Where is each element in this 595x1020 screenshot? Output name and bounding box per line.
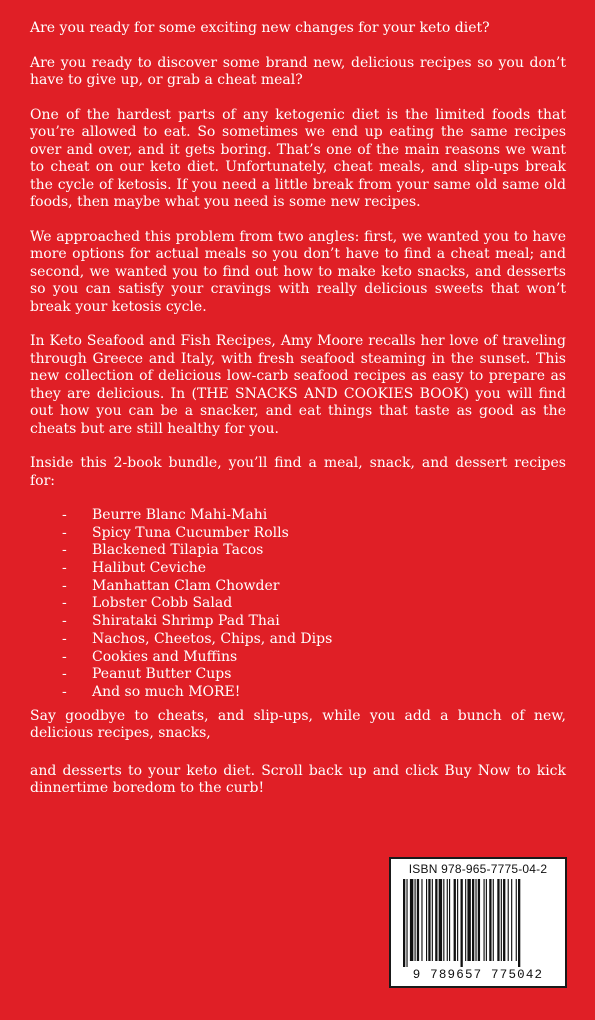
barcode-bar [516,879,517,961]
barcode-bar [421,879,422,961]
barcode-bar [465,879,466,961]
intro-question-1: Are you ready for some exciting new changes for your keto diet? [30,20,490,36]
barcode-bar [447,879,448,961]
barcode-bar [472,879,474,961]
list-item: - Manhattan Clam Chowder [62,577,280,594]
list-item: - Halibut Ceviche [62,560,207,577]
approach-paragraph: We approached this problem from two angles: first, we wanted you to have more options for actual meals so you don’t have to find a cheat meal; and second, we wanted you to find out how to make keto snacks, and desserts so you can satisfy your cravings with really delicious sweets that won’t break your ketosis cycle. [30,228,566,315]
barcode-digits: 9 789657 775042 [412,968,544,982]
recipe-list [30,507,566,702]
isbn-label: ISBN 978-965-7775-04-2 [408,862,548,876]
barcode-bar [493,879,494,961]
barcode-bar [518,879,520,967]
list-item: - Cookies and Muffins [62,648,238,665]
problem-paragraph: One of the hardest parts of any ketogenic diet is the limited foods that you’re allowed to eat. So sometimes we end up eating the same recipes over and over, and it gets boring. That’s one of the main reasons we want to cheat on our keto diet. Unfortunately, cheat meals, and slip-ups break the cycle of ketosis. If you need a little break from your same old same old foods, then maybe what you need is some new recipes. [30,106,566,210]
barcode-bar [439,879,442,961]
intro-question-2: Are you ready to discover some brand new, delicious recipes so you don’t have to give up, or grab a cheat meal? [30,54,566,88]
barcode-bar [428,879,430,961]
barcode-bar [486,879,487,961]
list-item: - Spicy Tuna Cucumber Rolls [62,524,289,541]
barcode-bar [461,879,463,967]
barcode-bar [503,879,505,961]
barcode-bar [449,879,450,961]
books-paragraph: In Keto Seafood and Fish Recipes, Amy Moore recalls her love of traveling through Greece and Italy, with fresh seafood steaming in the sunset. This new collection of delicious low-carb seafood recipes as easy to prepare as they are delicious. In (THE SNACKS AND COOKIES BOOK) you will find out how you can be a snacker, and eat things that taste as good as the cheats but are still healthy for you. [30,333,566,437]
barcode-bar [403,879,405,967]
barcode-bar [406,879,407,967]
barcode-bar [508,879,509,961]
barcode-bar [415,879,416,961]
barcode-bar [410,879,413,961]
barcode-bar [497,879,499,961]
barcode-bar [511,879,512,961]
barcode-bar [443,879,444,961]
isbn-barcode [389,857,567,988]
list-item: - Nachos, Cheetos, Chips, and Dips [62,630,333,647]
barcode-bars [403,879,553,967]
closing-line-2: and desserts to your keto diet. Scroll back up and click Buy Now to kick dinnertime boredom to the curb! [30,762,566,797]
list-item: - Blackened Tilapia Tacos [62,542,264,559]
barcode-bar [417,879,419,961]
list-item: - Lobster Cobb Salad [62,595,233,612]
bundle-intro: Inside this 2-book bundle, you’ll find a meal, snack, and dessert recipes for: [30,455,566,489]
barcode-bar [501,879,502,961]
barcode-bar [489,879,491,961]
barcode-bar [467,879,470,961]
barcode-bar [457,879,458,961]
barcode-bar [478,879,480,961]
barcode-bar [432,879,433,961]
back-cover-text [30,20,566,815]
barcode-bar [435,879,437,961]
barcode-bar [475,879,476,961]
closing-line-1: Say goodbye to cheats, and slip-ups, while you add a bunch of new, delicious recipes, snacks, [30,707,566,742]
list-item: - And so much MORE! [62,683,241,700]
list-item: - Peanut Butter Cups [62,666,232,683]
list-item: - Beurre Blanc Mahi-Mahi [62,507,268,523]
barcode-bar [484,879,485,961]
list-item: - Shirataki Shrimp Pad Thai [62,613,280,630]
barcode-bar [454,879,456,961]
barcode-bar [426,879,427,961]
